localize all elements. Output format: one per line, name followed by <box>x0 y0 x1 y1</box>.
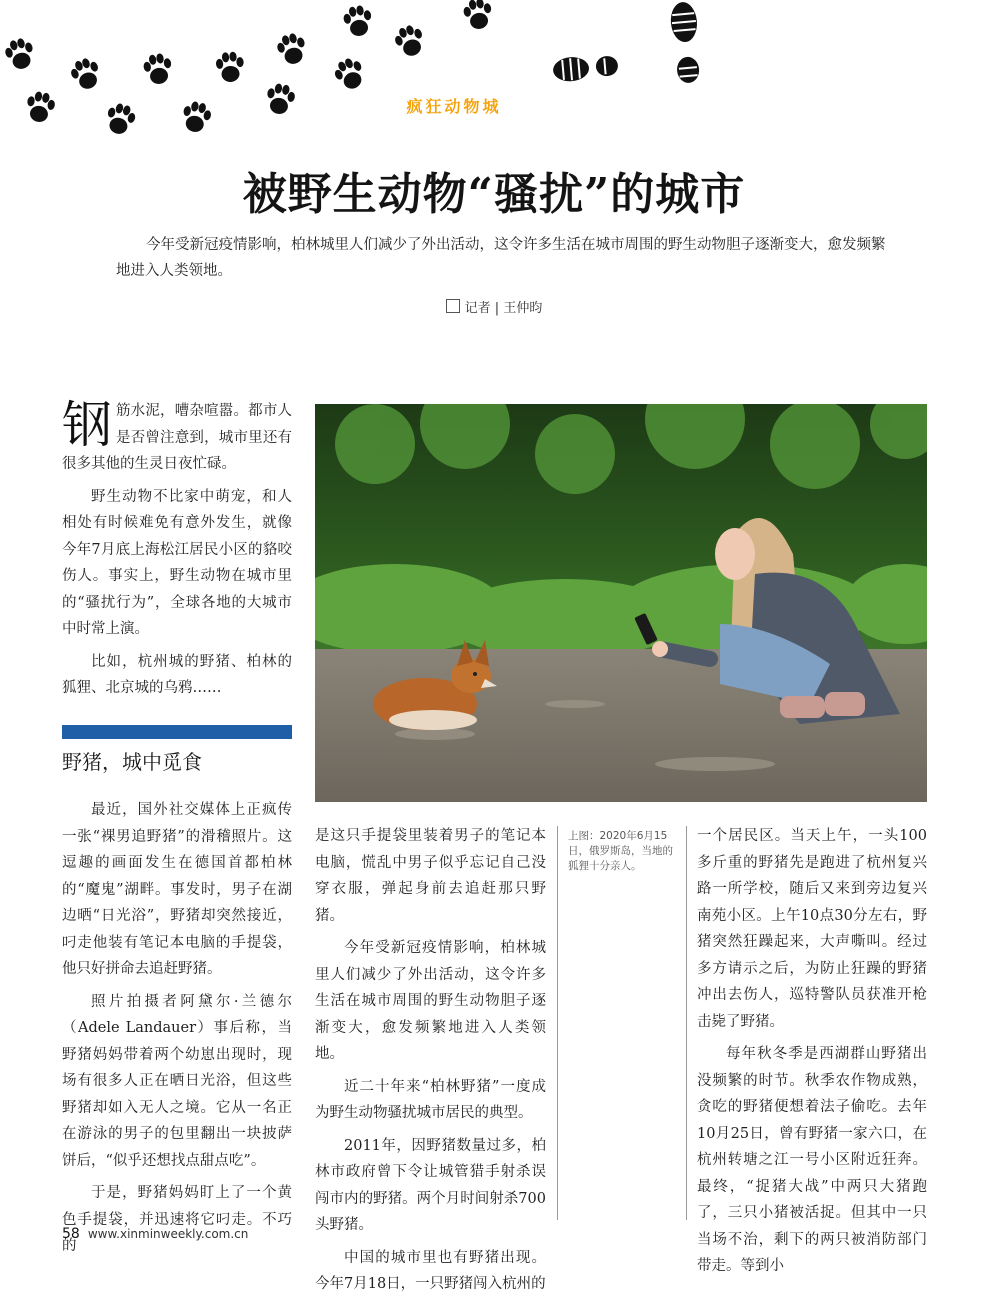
drop-cap: 钢 <box>62 396 112 454</box>
lede-paragraph: 今年受新冠疫情影响，柏林城里人们减少了外出活动，这令许多生活在城市周围的野生动物胆子逐渐变大，愈发频繁地进入人类领地。 <box>116 237 886 279</box>
paragraph: 一个居民区。当天上午，一头100多斤重的野猪先是跑进了杭州复兴路一所学校，随后又来到旁边复兴南苑小区。上午10点30分左右，野猪突然狂躁起来，大声嘶叫。经过多方请示之后，为防止狂躁的野猪冲出去伤人，巡特警队员获准开枪击毙了野猪。 <box>697 828 927 1030</box>
column-2 <box>315 823 546 1298</box>
footer-url[interactable]: www.xinminweekly.com.cn <box>87 1227 249 1241</box>
page-number: 58 <box>62 1226 80 1242</box>
paragraph: 近二十年来“柏林野猪”一度成为野生动物骚扰城市居民的典型。 <box>315 1078 546 1121</box>
column-divider <box>686 826 687 1220</box>
opening-text: 筋水泥，嘈杂喧嚣。都市人是否曾注意到，城市里还有很多其他的生灵日夜忙碌。 <box>62 403 292 472</box>
column-1-bottom <box>62 797 292 1260</box>
section-subhead: 野猪，城中觅食 <box>62 750 202 774</box>
paragraph: 于是，野猪妈妈盯上了一个黄色手提袋，并迅速将它叼走。不巧的 <box>62 1185 292 1254</box>
photo-caption: 上图：2020年6月15日，俄罗斯岛，当地的狐狸十分亲人。 <box>568 830 673 872</box>
paragraph: 野生动物不比家中萌宠，和人相处有时候难免有意外发生，就像今年7月底上海松江居民小区的貉咬伤人。事实上，野生动物在城市里的“骚扰行为”，全球各地的大城市中时常上演。 <box>62 488 292 637</box>
column-divider <box>557 826 558 1220</box>
byline-text: 记者 | 王仲昀 <box>464 301 543 316</box>
paragraph: 今年受新冠疫情影响，柏林城里人们减少了外出活动，这令许多生活在城市周围的野生动物胆子逐渐变大，愈发频繁地进入人类领地。 <box>315 940 546 1062</box>
paragraph: 最近，国外社交媒体上正疯传一张“裸男追野猪”的滑稽照片。这逗趣的画面发生在德国首都柏林的“魔鬼”湖畔。事发时，男子在湖边晒“日光浴”，野猪却突然接近，叼走他装有笔记本电脑的手提袋，他只好拼命去追赶野猪。 <box>62 802 292 977</box>
paw-prints-decoration <box>0 0 988 150</box>
column-3 <box>697 823 927 1280</box>
paragraph: 2011年，因野猪数量过多，柏林市政府曾下令让城管猎手射杀误闯市内的野猪。两个月时间射杀700头野猪。 <box>315 1137 546 1233</box>
pen-icon <box>446 299 460 313</box>
paragraph: 是这只手提袋里装着男子的笔记本电脑，慌乱中男子似乎忘记自己没穿衣服，弹起身前去追赶那只野猪。 <box>315 828 546 924</box>
paragraph: 每年秋冬季是西湖群山野猪出没频繁的时节。秋季农作物成熟，贪吃的野猪便想着法子偷吃。去年10月25日，曾有野猪一家六口，在杭州转塘之江一号小区附近狂奔。最终，“捉猪大战”中两只大猪跑了，三只小猪被活捉。但其中一只当场不治，剩下的两只被消防部门带走。等到小 <box>697 1046 927 1274</box>
paragraph: 比如，杭州城的野猪、柏林的狐狸、北京城的乌鸦…… <box>62 653 292 696</box>
section-tag: 疯狂动物城 <box>406 97 502 116</box>
page-footer <box>62 1226 248 1242</box>
opening-paragraph <box>62 398 292 478</box>
paragraph: 照片拍摄者阿黛尔·兰德尔（Adele Landauer）事后称，当野猪妈妈带着两个幼崽出现时，现场有很多人正在晒日光浴，但这些野猪却如入无人之境。它从一名正在游泳的男子的包里翻出一块披萨饼后，“似乎还想找点甜点吃”。 <box>62 993 292 1169</box>
byline <box>0 297 988 316</box>
page-title: 被野生动物“骚扰”的城市 <box>242 169 746 220</box>
fox-photo <box>315 404 927 802</box>
paragraph: 中国的城市里也有野猪出现。今年7月18日，一只野猪闯入杭州的 <box>315 1249 546 1292</box>
section-bar <box>62 725 292 739</box>
column-1-top <box>62 398 292 702</box>
